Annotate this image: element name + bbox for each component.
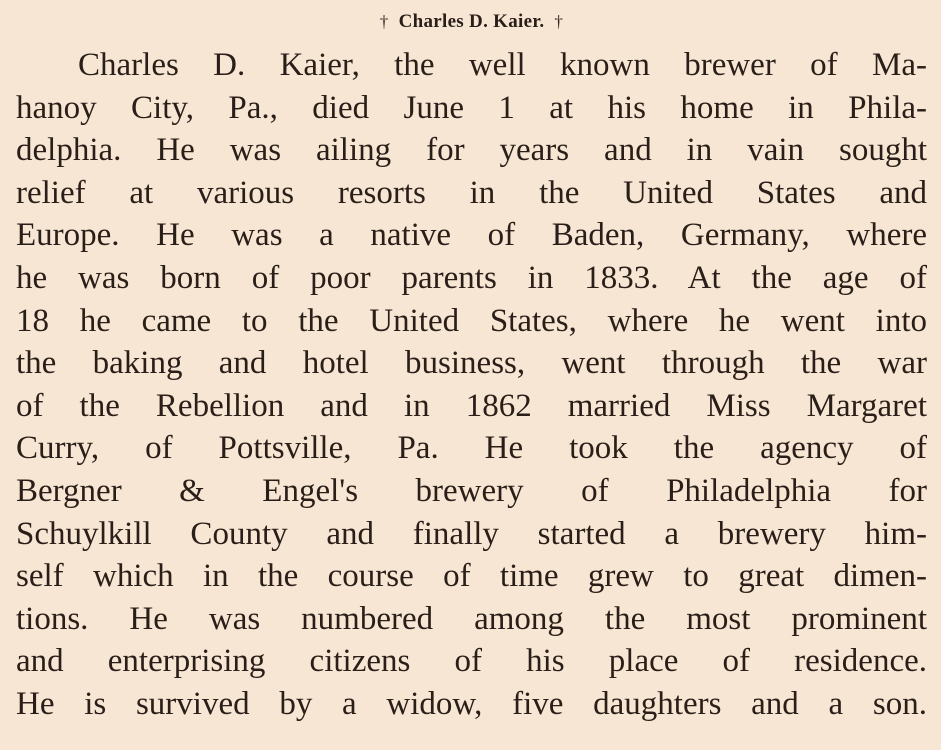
text-line: tions. He was numbered among the most prominent — [16, 600, 927, 637]
text-line: Charles D. Kaier, the well known brewer of Ma- — [78, 47, 927, 83]
text-line: relief at various resorts in the United States and — [16, 174, 927, 211]
text-line: Bergner & Engel's brewery of Philadelphia for — [16, 472, 927, 509]
obituary-heading — [16, 8, 927, 36]
obituary-body — [16, 44, 927, 726]
dagger-ornament-left: † — [379, 12, 389, 31]
text-line: He is survived by a widow, five daughters and a son. — [16, 685, 927, 722]
text-line: hanoy City, Pa., died June 1 at his home in Phila- — [16, 89, 927, 126]
heading-title: Charles D. Kaier. — [398, 11, 545, 32]
text-line: delphia. He was ailing for years and in vain sought — [16, 132, 927, 169]
text-line: self which in the course of time grew to great dimen- — [16, 558, 927, 595]
text-line: Europe. He was a native of Baden, Germany, where — [16, 217, 927, 254]
dagger-ornament-right: † — [554, 12, 564, 31]
text-line: Schuylkill County and finally started a brewery him- — [16, 515, 927, 552]
text-line: the baking and hotel business, went through the war — [16, 345, 927, 382]
text-line: Curry, of Pottsville, Pa. He took the agency of — [16, 430, 927, 467]
text-line: he was born of poor parents in 1833. At the age of — [16, 259, 927, 296]
text-line: of the Rebellion and in 1862 married Miss Margaret — [16, 387, 927, 424]
text-line: and enterprising citizens of his place of residence. — [16, 643, 927, 680]
text-line: 18 he came to the United States, where he went into — [16, 302, 927, 339]
